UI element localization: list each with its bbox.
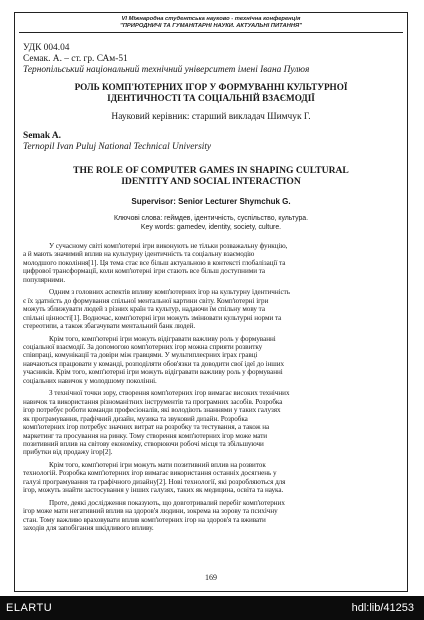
text-line: маркетинг та просування на ринку. Тому створення комп'ютерних ігор може мати <box>23 431 268 440</box>
text-line: ігор, можуть знайти застосування у інших галузях, таких як медицина, освіта та наука. <box>23 486 284 495</box>
title-ua <box>23 82 399 103</box>
text-line: навчаються працювати у команді, розподіляти обов'язки та доводити свої ідеї до інших <box>23 359 285 368</box>
text-line: заходів для запобігання шкідливого впливу. <box>23 524 154 533</box>
header-divider <box>19 32 403 33</box>
text-line: ігор потребує роботи команди професіоналів, які володіють знаннями у таких галузях <box>23 406 281 415</box>
paragraph <box>23 335 399 386</box>
text-line: ігор може мати негативний вплив на здоров'я людини, зокрема на зорову та психічну <box>23 507 278 516</box>
text-line: як програмування, графічний дизайн, музика та звуковий дизайн. Розробка <box>23 414 248 423</box>
paragraph <box>23 461 399 495</box>
paragraph <box>23 389 399 457</box>
text-line: стан. Тому важливо враховувати вплив комп'ютерних ігор на здоров'я та вживати <box>23 515 266 524</box>
text-line: учасників. Крім того, комп'ютерні ігри можуть відігравати важливу роль у формуванні <box>23 368 283 377</box>
text-line: галузі програмування та графічного дизайну[2]. Нові технології, які розробляються для <box>23 477 286 486</box>
conference-header <box>15 16 407 30</box>
title-ua-line-1: РОЛЬ КОМП'ЮТЕРНИХ ІГОР У ФОРМУВАННІ КУЛЬТУРНОЇ <box>74 82 348 92</box>
text-line: Одним з головних аспектів впливу комп'ютерних ігор на культурну ідентичність <box>49 288 290 297</box>
text-line: стереотипи, а також збагачувати ментальний банк людей. <box>23 322 196 331</box>
keywords-block <box>23 215 399 232</box>
text-line: комп'ютерних ігор потребує значних витрат на розробку та тестування, а також на <box>23 423 270 432</box>
title-en-line-1: THE ROLE OF COMPUTER GAMES IN SHAPING CULTURAL <box>73 165 349 176</box>
text-line: популярними. <box>23 275 66 284</box>
keywords-en: Key words: gamedev, identity, society, culture. <box>140 223 282 231</box>
text-line: цифрової трансформації, коли комп'ютерні ігри стають все більш доступними та <box>23 267 265 276</box>
author-en: Semak A. <box>23 131 62 141</box>
title-ua-line-2: ІДЕНТИЧНОСТІ ТА СОЦІАЛЬНІЙ ВЗАЄМОДІЇ <box>107 92 315 103</box>
keywords-ua: Ключові слова: геймдев, ідентичність, суспільство, культура. <box>113 215 309 222</box>
text-line: Проте, деякі дослідження показують, що довготривалий перебіг комп'ютерних <box>49 498 285 507</box>
title-en-line-2: IDENTITY AND SOCIAL INTERACTION <box>121 176 301 187</box>
page-number: 169 <box>205 573 217 582</box>
repository-name[interactable]: ELARTU <box>6 602 53 614</box>
udk-code: УДК 004.04 <box>23 43 70 53</box>
affiliation-ua: Тернопільський національний технічний університет імені Івана Пулюя <box>23 65 310 75</box>
text-line: Крім того, комп'ютерні ігри можуть відігравати важливу роль у формуванні <box>49 334 276 343</box>
repository-footer <box>0 596 424 620</box>
text-line: У сучасному світі комп'ютерні ігри виконують не тільки розважальну функцію, <box>49 242 288 250</box>
affiliation-en: Ternopil Ivan Puluj National Technical University <box>23 142 212 152</box>
handle-id[interactable]: hdl:lib/41253 <box>351 602 414 614</box>
paragraph <box>23 288 399 330</box>
text-line: а й мають значимий вплив на культурну ідентичність та соціальну взаємодію <box>23 250 255 259</box>
text-line: соціальних навичок у молодшому поколінні. <box>23 376 157 385</box>
conference-line-2: "ПРИРОДНИЧІ ТА ГУМАНІТАРНІ НАУКИ. АКТУАЛЬНІ ПИТАННЯ" <box>120 23 302 29</box>
text-line: соціальної взаємодії. За допомогою комп'ютерних ігор можна сприяти розвитку <box>23 342 263 351</box>
title-en <box>23 165 399 187</box>
text-line: технологій. Розробка комп'ютерних ігор вимагає використання останніх досягнень у <box>23 469 277 478</box>
author-ua: Семак. А. – ст. гр. САм-51 <box>23 54 128 64</box>
text-line: навичок та використання різноманітних інструментів та програмних засобів. Розробка <box>23 397 283 406</box>
text-line: Крім того, комп'ютерні ігри можуть мати позитивний вплив на розвиток <box>49 460 266 469</box>
supervisor-en: Supervisor: Senior Lecturer Shymchuk G. <box>131 197 291 206</box>
text-line: співпраці, комунікації та довіри між гравцями. У мультиплеєрних іграх гравці <box>23 351 258 360</box>
text-line: спільні цінності[1]. Водночас, комп'ютерні ігри можуть змінювати культурні норми та <box>23 313 282 322</box>
conference-line-1: VI Міжнародна студентська науково - технічна конференція <box>121 16 301 22</box>
paragraph <box>23 242 399 284</box>
paragraph <box>23 499 399 533</box>
document-page <box>14 12 408 592</box>
text-line: можуть зближувати людей з різних країн та культур, надаючи їм спільну мову та <box>23 305 265 314</box>
text-line: З технічної точки зору, створення комп'ютерних ігор вимагає високих технічних <box>49 389 290 398</box>
body-text <box>23 242 399 533</box>
text-line: позитивний вплив на світову економіку, створюючи робочі місця та збільшуючи <box>23 439 264 448</box>
supervisor-ua: Науковий керівник: старший викладач Шимчук Г. <box>111 112 311 122</box>
text-line: є їх здатність до формування спільної ментальної картини світу. Комп'ютерні ігри <box>23 296 269 305</box>
text-line: прибутки від продажу ігор[2]. <box>23 448 113 457</box>
text-line: молодшого покоління[1]. Ця тема стає все більш актуальною в контексті глобалізації та <box>23 258 286 267</box>
